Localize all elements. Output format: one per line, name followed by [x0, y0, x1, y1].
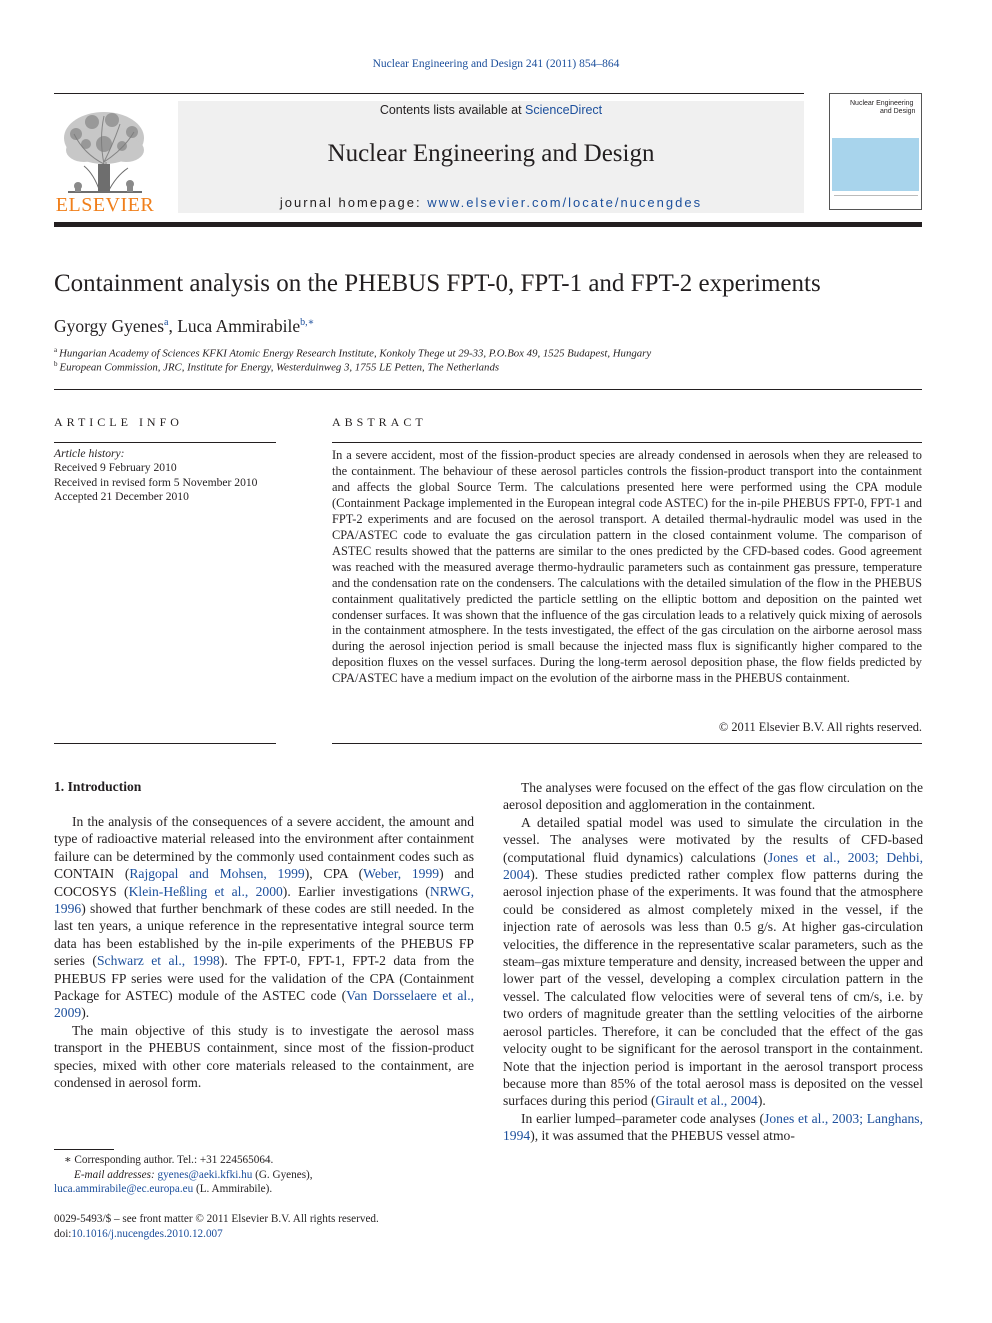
author-list — [54, 316, 314, 337]
elsevier-wordmark[interactable]: ELSEVIER — [55, 194, 155, 216]
email-label: E-mail addresses: — [74, 1168, 158, 1181]
author-name[interactable]: Luca Ammirabile — [177, 316, 301, 336]
paragraph-text: ). — [757, 1093, 766, 1109]
paragraph-text: ). — [81, 1005, 90, 1021]
article-history — [54, 447, 276, 504]
paragraph — [503, 814, 923, 1110]
paragraph-text: ) showed that further benchmark of these codes are still needed. In the last ten years, a unique reference in the representative integral source term data has been established by the in-pile experiments of the PHEBUS FP series ( — [54, 901, 474, 969]
article-info-top-rule — [54, 442, 276, 443]
cover-title-line2: and Design — [880, 108, 916, 115]
history-received: Received 9 February 2010 — [54, 461, 177, 475]
left-column — [54, 813, 474, 1092]
citation-link[interactable]: Rajgopal and Mohsen, 1999 — [129, 866, 305, 882]
citation-link[interactable]: Jones et al., 2003; Langhans, 1994 — [503, 1110, 923, 1144]
paragraph-text: ), it was assumed that the PHEBUS vessel atmo- — [530, 1128, 795, 1144]
citation-link[interactable]: Weber, 1999 — [363, 866, 440, 882]
citation-link[interactable]: Van Dorsselaere et al., 2009 — [54, 988, 474, 1021]
corresponding-line: ∗ Corresponding author. Tel.: +31 224565064. — [64, 1154, 274, 1166]
abstract-top-rule — [332, 442, 922, 443]
citation-link[interactable]: Schwarz et al., 1998 — [96, 953, 220, 969]
doi-line — [54, 1227, 474, 1242]
author-separator: , — [168, 316, 178, 336]
author-name[interactable]: Gyorgy Gyenes — [54, 316, 165, 336]
affiliation-mark: a — [54, 346, 58, 354]
right-column — [503, 779, 923, 1145]
paragraph-text: ), CPA ( — [304, 866, 364, 882]
paragraph-text: A detailed spatial model was used to simulate the circulation in the vessel. The analyses were motivated by the results of CFD-based (computational fluid dynamics) calculations ( — [503, 814, 923, 865]
citation-link[interactable]: Jones et al., 2003; Dehbi, 2004 — [503, 849, 923, 883]
paragraph: The analyses were focused on the effect of the gas flow circulation on the aerosol deposition and agglomeration in the containment. — [503, 780, 923, 813]
journal-citation[interactable]: Nuclear Engineering and Design 241 (2011) 854–864 — [372, 58, 620, 70]
history-title: Article history: — [54, 447, 125, 460]
doi-prefix: doi: — [54, 1227, 72, 1240]
cover-title-line1: Nuclear Engineering — [850, 100, 914, 107]
article-title: Containment analysis on the PHEBUS FPT-0, FPT-1 and FPT-2 experiments — [54, 270, 821, 297]
front-matter — [54, 1212, 474, 1241]
email-link[interactable]: luca.ammirabile@ec.europa.eu — [54, 1183, 194, 1195]
paragraph-text: ). Earlier investigations ( — [282, 883, 430, 899]
paragraph-text: ). These studies predicted rather complex flow patterns during the aerosol injection phase of the experiments. It was found that the atmosphere could be considered as almost completely mixed in the vessel, if the injection rate of aerosols was less than 0.5 g/s. At higher gas-circulation velocities, the difference in the representative scalar parameters, such as the steam–gas mixture temperature and density, increased between the upper and lower part of the vessel, developing a complex circulation pattern in the vessel. The calculated flow velocities were of several tens of cm/s, i.e. by two orders of magnitude greater than the settling velocities of the airborne aerosol particles. Therefore, it can be concluded that the effect of the gas velocity ought to be significant for the aerosol transport in the containment. Note that the injection period is important in the aerosol transport process because more than 85% of the total aerosol mass is deposited on the vessel surfaces during this period ( — [503, 867, 923, 1109]
history-revised: Received in revised form 5 November 2010 — [54, 475, 258, 489]
header-thick-rule — [54, 222, 922, 227]
article-info-caption: ARTICLE INFO — [54, 415, 183, 429]
contents-prefix: Contents lists available at — [379, 103, 526, 117]
journal-title: Nuclear Engineering and Design — [327, 140, 655, 167]
affiliation-marker[interactable]: b,∗ — [300, 317, 315, 329]
paragraph: The main objective of this study is to investigate the aerosol mass transport in the PHEBUS containment, since most of the fission-product species, mixed with other core materials released to the containment, are condensed in aerosol form. — [54, 1022, 474, 1091]
paragraph-text: ) and COCOSYS ( — [54, 866, 474, 899]
affiliation-a — [54, 346, 651, 360]
affiliation-b — [54, 360, 499, 374]
cover-title — [850, 100, 920, 116]
paragraph — [503, 1110, 923, 1145]
abstract-bottom-rule — [332, 743, 922, 744]
corresponding-author-footnote — [54, 1153, 474, 1197]
header-top-rule — [54, 93, 804, 94]
paragraph-text: ). The FPT-0, FPT-1, FPT-2 data from the PHEBUS FP series were used for the validation of the CPA (Containment Package for ASTEC) module of the ASTEC code ( — [54, 953, 474, 1004]
cover-color-band — [832, 138, 919, 191]
journal-homepage — [178, 195, 804, 210]
email-line — [54, 1168, 474, 1183]
citation-link[interactable]: Girault et al., 2004 — [655, 1093, 758, 1109]
email-owner: (G. Gyenes), — [252, 1168, 313, 1181]
email-link[interactable]: gyenes@aeki.kfki.hu — [157, 1168, 253, 1181]
abstract-text: In a severe accident, most of the fission-product species are already condensed in aerosols when they are released to the containment. The behaviour of these aerosol particles controls the fission-product transport into the containment and affects the global Source Term. The calculations presented here were performed using the CPA module (Containment Package implemented in the European integral code ASTEC) for the in-pile PHEBUS FPT-0, FPT-1 and FPT-2 experiments and are focused on the aerosol transport. A detailed thermal-hydraulic model was used in the CPA/ASTEC code to evaluate the gas circulation pattern in the closed containment volume. The comparison of ASTEC results showed that the patterns are similar to the ones predicted by the CFD-based codes. Good agreement was reached with the measured average thermo-hydraulic parameters such as containment gas pressure, temperature and the condensation rate on the condensers. The calculations with the detailed simulation of the flow in the PHEBUS containment qualitatively predicted the particle settling on the elliptic bottom and deposition on the painted wet condenser surfaces. It was shown that the influence of the gas circulation leads to a relatively quick mixing of aerosols in the containment atmosphere. In the tests investigated, the effect of the gas circulation on the airborne aerosol mass during the aerosol injection period is small because the injected mass flux is significantly higher compared to the deposition fluxes on the vessel surfaces. During the long-term aerosol deposition phase, the flow fields predicted by CPA/ASTEC have a medium impact on the evolution of the airborne mass in the PHEBUS containment. — [332, 448, 922, 686]
email-owner: (L. Ammirabile). — [193, 1183, 273, 1195]
section-heading: 1. Introduction — [54, 779, 142, 794]
affiliation-mark: b — [54, 360, 58, 368]
citation-link[interactable]: Klein-Heßling et al., 2000 — [128, 883, 283, 899]
contents-availability — [178, 103, 804, 117]
homepage-prefix: journal homepage: — [279, 195, 428, 210]
homepage-link[interactable]: www.elsevier.com/locate/nucengdes — [427, 195, 703, 210]
affiliation-text: European Commission, JRC, Institute for Energy, Westerduinweg 3, 1755 LE Petten, The Netherlands — [59, 361, 500, 374]
footnote-rule — [54, 1149, 114, 1150]
sciencedirect-link[interactable]: ScienceDirect — [525, 103, 603, 117]
doi-link[interactable]: 10.1016/j.nucengdes.2010.12.007 — [71, 1227, 223, 1240]
paragraph-text: In the analysis of the consequences of a severe accident, the amount and type of radioactive material released into the environment after containment failure can be determined by the commonly used containment codes such as CONTAIN ( — [54, 814, 474, 882]
title-block-rule — [54, 389, 922, 390]
email-line — [54, 1182, 474, 1197]
citation-link[interactable]: NRWG, 1996 — [54, 883, 474, 917]
paragraph — [54, 813, 474, 1022]
article-info-bottom-rule — [54, 743, 276, 744]
abstract-caption: ABSTRACT — [332, 415, 427, 429]
history-accepted: Accepted 21 December 2010 — [54, 489, 189, 503]
affiliation-marker[interactable]: a — [164, 317, 169, 329]
journal-cover-thumbnail-icon[interactable] — [829, 93, 922, 210]
affiliation-text: Hungarian Academy of Sciences KFKI Atomic Energy Research Institute, Konkoly Thege ut 29-33, P.O.Box 49, 1525 Budapest, Hungary — [59, 347, 652, 360]
cover-footer — [834, 195, 918, 204]
paragraph-text: In earlier lumped–parameter code analyses ( — [521, 1110, 765, 1126]
copyright-notice: © 2011 Elsevier B.V. All rights reserved. — [718, 720, 922, 734]
issn-line: 0029-5493/$ – see front matter © 2011 Elsevier B.V. All rights reserved. — [54, 1213, 379, 1225]
